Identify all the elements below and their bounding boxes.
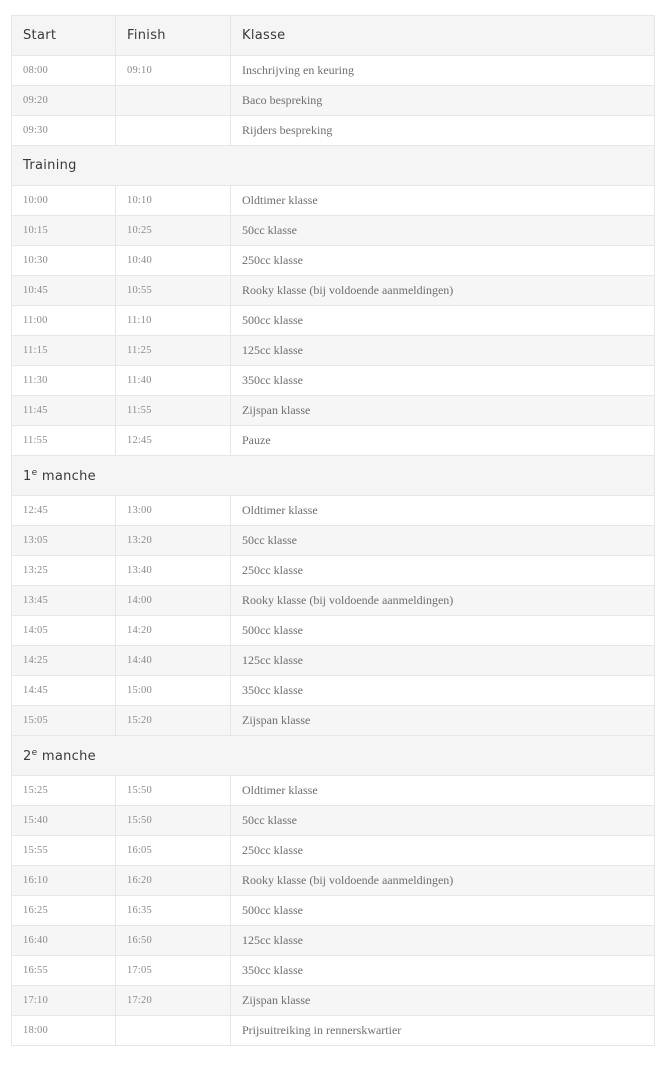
start-time: 15:05 — [12, 706, 116, 736]
start-time: 13:45 — [12, 586, 116, 616]
section-title — [12, 736, 655, 776]
start-time: 14:25 — [12, 646, 116, 676]
klasse-name: Inschrijving en keuring — [231, 56, 655, 86]
start-time: 15:25 — [12, 776, 116, 806]
klasse-name: Oldtimer klasse — [231, 496, 655, 526]
klasse-name: Prijsuitreiking in rennerskwartier — [231, 1016, 655, 1046]
klasse-name: Rooky klasse (bij voldoende aanmeldingen) — [231, 276, 655, 306]
klasse-name: 350cc klasse — [231, 366, 655, 396]
finish-time — [116, 1016, 231, 1046]
finish-time: 11:10 — [116, 306, 231, 336]
section-title-suffix: manche — [37, 748, 96, 764]
finish-time: 13:00 — [116, 496, 231, 526]
start-time: 16:55 — [12, 956, 116, 986]
finish-time: 13:40 — [116, 556, 231, 586]
start-time: 11:55 — [12, 426, 116, 456]
start-time: 09:30 — [12, 116, 116, 146]
table-row — [12, 366, 655, 396]
finish-time: 11:40 — [116, 366, 231, 396]
table-row — [12, 646, 655, 676]
start-time: 13:25 — [12, 556, 116, 586]
table-row — [12, 836, 655, 866]
klasse-name: Zijspan klasse — [231, 706, 655, 736]
table-row — [12, 676, 655, 706]
finish-time: 11:55 — [116, 396, 231, 426]
table-row — [12, 336, 655, 366]
start-time: 17:10 — [12, 986, 116, 1016]
klasse-name: Rooky klasse (bij voldoende aanmeldingen) — [231, 586, 655, 616]
table-row — [12, 186, 655, 216]
header-klasse: Klasse — [231, 16, 655, 56]
start-time: 15:40 — [12, 806, 116, 836]
table-row — [12, 116, 655, 146]
table-row — [12, 956, 655, 986]
table-row — [12, 426, 655, 456]
klasse-name: 250cc klasse — [231, 836, 655, 866]
finish-time: 14:20 — [116, 616, 231, 646]
klasse-name: 500cc klasse — [231, 306, 655, 336]
start-time: 13:05 — [12, 526, 116, 556]
section-title-text: 1 — [23, 468, 32, 484]
klasse-name: 125cc klasse — [231, 336, 655, 366]
finish-time: 10:10 — [116, 186, 231, 216]
klasse-name: Zijspan klasse — [231, 986, 655, 1016]
table-row — [12, 396, 655, 426]
finish-time: 16:05 — [116, 836, 231, 866]
section-title-suffix: manche — [37, 468, 96, 484]
section-header-row — [12, 736, 655, 776]
start-time: 15:55 — [12, 836, 116, 866]
finish-time: 09:10 — [116, 56, 231, 86]
table-row — [12, 556, 655, 586]
start-time: 16:10 — [12, 866, 116, 896]
start-time: 08:00 — [12, 56, 116, 86]
section-title-superscript: e — [31, 467, 38, 478]
table-row — [12, 776, 655, 806]
klasse-name: 250cc klasse — [231, 556, 655, 586]
start-time: 12:45 — [12, 496, 116, 526]
table-header-row — [12, 16, 655, 56]
finish-time: 15:50 — [116, 776, 231, 806]
klasse-name: 125cc klasse — [231, 646, 655, 676]
table-row — [12, 306, 655, 336]
finish-time: 10:55 — [116, 276, 231, 306]
schedule-body — [12, 56, 655, 1046]
start-time: 14:45 — [12, 676, 116, 706]
start-time: 11:30 — [12, 366, 116, 396]
table-row — [12, 246, 655, 276]
table-row — [12, 866, 655, 896]
finish-time: 17:05 — [116, 956, 231, 986]
section-title — [12, 456, 655, 496]
start-time: 16:25 — [12, 896, 116, 926]
start-time: 10:00 — [12, 186, 116, 216]
klasse-name: 350cc klasse — [231, 676, 655, 706]
section-title-text: 2 — [23, 748, 32, 764]
klasse-name: Oldtimer klasse — [231, 776, 655, 806]
table-row — [12, 986, 655, 1016]
finish-time: 11:25 — [116, 336, 231, 366]
start-time: 11:15 — [12, 336, 116, 366]
start-time: 10:30 — [12, 246, 116, 276]
table-row — [12, 496, 655, 526]
table-row — [12, 86, 655, 116]
table-row — [12, 616, 655, 646]
table-row — [12, 926, 655, 956]
table-row — [12, 56, 655, 86]
finish-time: 14:40 — [116, 646, 231, 676]
finish-time — [116, 86, 231, 116]
start-time: 18:00 — [12, 1016, 116, 1046]
schedule-table — [11, 15, 655, 1046]
klasse-name: Rijders bespreking — [231, 116, 655, 146]
klasse-name: Zijspan klasse — [231, 396, 655, 426]
table-row — [12, 806, 655, 836]
header-finish: Finish — [116, 16, 231, 56]
klasse-name: Rooky klasse (bij voldoende aanmeldingen) — [231, 866, 655, 896]
table-row — [12, 276, 655, 306]
start-time: 11:00 — [12, 306, 116, 336]
finish-time: 15:50 — [116, 806, 231, 836]
header-start: Start — [12, 16, 116, 56]
start-time: 11:45 — [12, 396, 116, 426]
finish-time: 16:50 — [116, 926, 231, 956]
klasse-name: 50cc klasse — [231, 216, 655, 246]
finish-time: 16:35 — [116, 896, 231, 926]
start-time: 16:40 — [12, 926, 116, 956]
finish-time — [116, 116, 231, 146]
finish-time: 10:40 — [116, 246, 231, 276]
table-row — [12, 526, 655, 556]
finish-time: 10:25 — [116, 216, 231, 246]
finish-time: 15:00 — [116, 676, 231, 706]
section-title — [12, 146, 655, 186]
finish-time: 16:20 — [116, 866, 231, 896]
klasse-name: Baco bespreking — [231, 86, 655, 116]
finish-time: 14:00 — [116, 586, 231, 616]
table-row — [12, 706, 655, 736]
table-row — [12, 1016, 655, 1046]
finish-time: 12:45 — [116, 426, 231, 456]
finish-time: 13:20 — [116, 526, 231, 556]
klasse-name: 50cc klasse — [231, 526, 655, 556]
section-title-text: Training — [23, 158, 77, 173]
klasse-name: 50cc klasse — [231, 806, 655, 836]
finish-time: 17:20 — [116, 986, 231, 1016]
klasse-name: 250cc klasse — [231, 246, 655, 276]
klasse-name: 350cc klasse — [231, 956, 655, 986]
klasse-name: 500cc klasse — [231, 896, 655, 926]
finish-time: 15:20 — [116, 706, 231, 736]
start-time: 14:05 — [12, 616, 116, 646]
section-header-row — [12, 456, 655, 496]
start-time: 10:45 — [12, 276, 116, 306]
section-header-row — [12, 146, 655, 186]
start-time: 09:20 — [12, 86, 116, 116]
start-time: 10:15 — [12, 216, 116, 246]
klasse-name: 125cc klasse — [231, 926, 655, 956]
klasse-name: Oldtimer klasse — [231, 186, 655, 216]
table-row — [12, 586, 655, 616]
klasse-name: Pauze — [231, 426, 655, 456]
section-title-superscript: e — [31, 747, 38, 758]
klasse-name: 500cc klasse — [231, 616, 655, 646]
table-row — [12, 896, 655, 926]
table-row — [12, 216, 655, 246]
